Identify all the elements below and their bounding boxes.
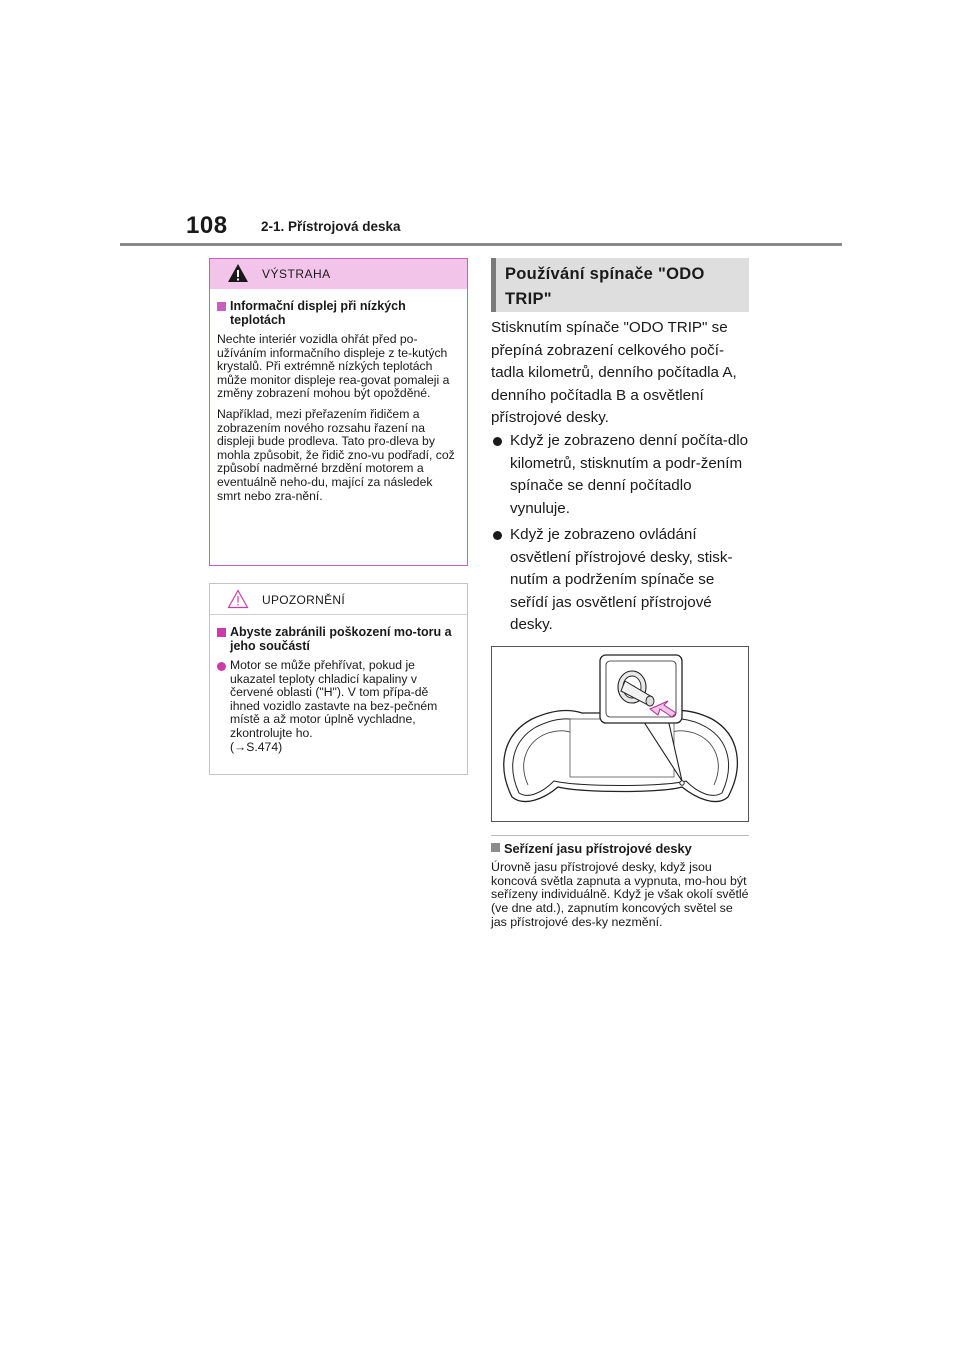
- header-rule: [120, 243, 842, 246]
- caution-heading-text: Abyste zabránili poškození mo-toru a jeho součástí: [230, 625, 452, 653]
- round-bullet-icon: [493, 531, 502, 540]
- warning-heading-text: Informační displej při nízkých teplotách: [230, 299, 406, 327]
- subsection-text: Úrovně jasu přístrojové desky, když jsou koncová světla zapnuta a vypnuta, mo-hou být seřízeny individuálně. Když je však okolí světlé (ve dne atd.), zapnutím koncových světel se jas přístrojové des-ky nezmění.: [491, 860, 749, 929]
- warning-paragraph-1: Nechte interiér vozidla ohřát před po-užíváním informačního displeje z te-kutých krystalů. Při extrémně nízkých teplotách může monitor displeje rea-govat pomaleji a změny zobrazení mohou být opožděné.: [217, 332, 450, 401]
- caution-bullet: [217, 659, 458, 754]
- warning-triangle-icon: [227, 263, 249, 283]
- warning-paragraph-2: Například, mezi přeřazením řidičem a zobrazením nového rozsahu řazení na displeji bude prodleva. Tato pro-dleva by mohla způsobit, že řidič zno-vu podřadí, což způsobí nadměrné brzdění motorem a eventuálně neho-du, mající za následek smrt nebo zra-nění.: [217, 406, 455, 503]
- caution-bullet-text: Motor se může přehřívat, pokud je ukazatel teploty chladicí kapaliny v červené oblasti ("H"). V tom přípa-dě ihned vozidlo zastavte na bez-pečném místě a až motor úplně vychladne, zkontrolujte ho.: [230, 658, 438, 740]
- bullet-item: [491, 524, 753, 637]
- warning-title: VÝSTRAHA: [262, 267, 331, 281]
- warning-box: [209, 258, 468, 566]
- caution-box: [209, 583, 468, 775]
- section-title: 2-1. Přístrojová deska: [261, 219, 401, 234]
- section-heading: Používání spínače "ODO TRIP": [491, 258, 749, 312]
- square-bullet-icon: [217, 628, 226, 637]
- subsection-rule: [491, 835, 749, 836]
- square-bullet-icon: [217, 302, 226, 311]
- caution-header: [210, 584, 467, 615]
- caution-heading: [217, 625, 458, 653]
- round-bullet-icon: [493, 437, 502, 446]
- caution-triangle-icon: [227, 589, 249, 609]
- instrument-cluster-illustration: [491, 646, 749, 822]
- bullet-item: [491, 430, 753, 520]
- round-bullet-icon: [217, 662, 226, 671]
- caution-title: UPOZORNĚNÍ: [262, 593, 346, 607]
- page-number: 108: [186, 212, 228, 239]
- warning-header: [210, 259, 467, 289]
- instrument-cluster-drawing: [492, 647, 748, 821]
- warning-heading: [217, 299, 458, 327]
- caution-reference: (→S.474): [230, 739, 283, 754]
- subsection-heading: [491, 841, 692, 856]
- bullet-text: Když je zobrazeno ovládání osvětlení přístrojové desky, stisk-nutím a podržením spínače se seřídí jas osvětlení přístrojové desky.: [510, 526, 733, 634]
- subsection-heading-text: Seřízení jasu přístrojové desky: [504, 841, 692, 856]
- section-intro: Stisknutím spínače "ODO TRIP" se přepíná zobrazení celkového počí-tadla kilometrů, denního počítadla A, denního počítadla B a osvětlení přístrojové desky.: [491, 319, 737, 427]
- square-bullet-icon: [491, 843, 500, 852]
- bullet-text: Když je zobrazeno denní počíta-dlo kilometrů, stisknutím a podr-žením spínače se denní počítadlo vynuluje.: [510, 432, 749, 517]
